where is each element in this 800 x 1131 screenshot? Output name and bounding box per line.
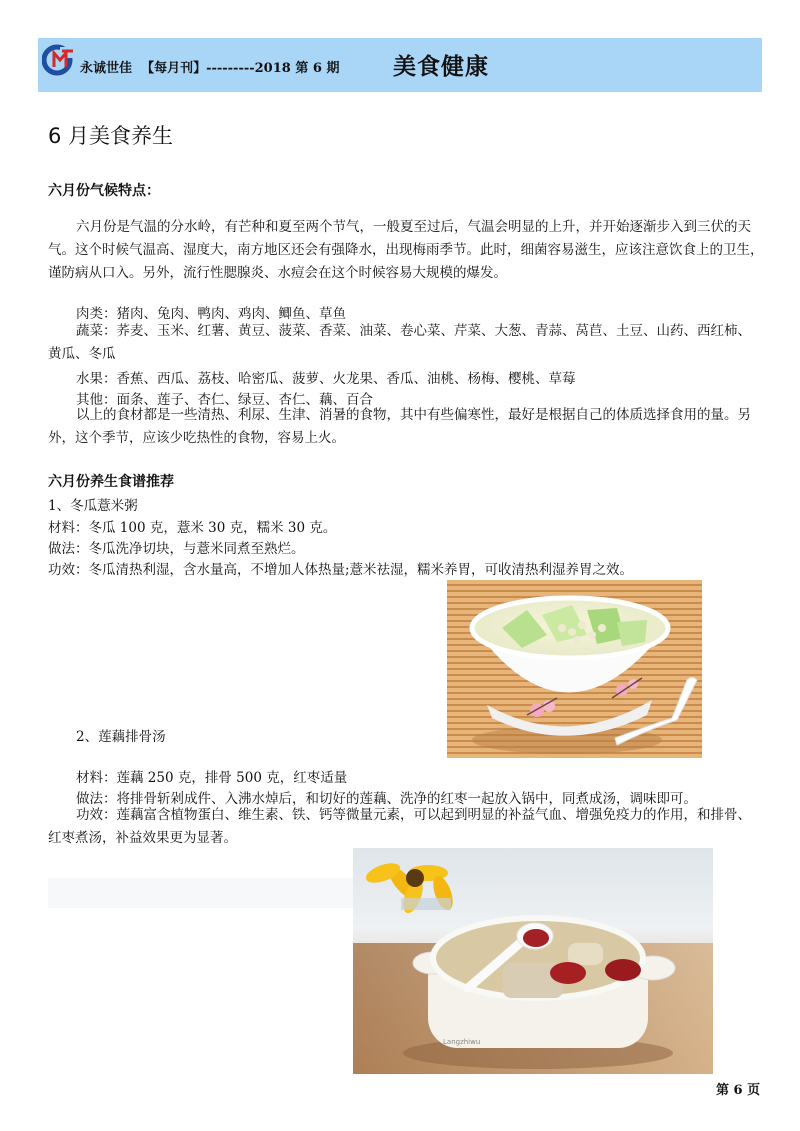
photo-watermark: Langzhiwu	[443, 1038, 481, 1046]
page-header	[38, 38, 762, 92]
food-meat: 肉类：猪肉、兔肉、鸭肉、鸡肉、鲫鱼、草鱼	[76, 306, 346, 322]
recipe1-effect: 功效：冬瓜清热利湿，含水量高，不增加人体热量;薏米祛湿，糯米养胃，可收清热利湿养胃之效。	[48, 562, 634, 578]
decorative-band	[48, 878, 353, 908]
company-name: 永诚世佳	[80, 61, 133, 76]
recipe2-method: 做法：将排骨斩剁成件、入沸水焯后，和切好的莲藕、洗净的红枣一起放入锅中，同煮成汤，调味即可。	[76, 791, 697, 807]
header-meta	[80, 57, 339, 76]
company-logo-icon	[42, 43, 76, 77]
page-number: 第 6 页	[716, 1083, 761, 1098]
food-note: 以上的食材都是一些清热、利尿、生津、消暑的食物，其中有些偏寒性，最好是根据自己的体质选择食用的量。另外，这个季节，应该少吃热性的食物，容易上火。	[48, 407, 751, 446]
food-vegetables: 蔬菜：荞麦、玉米、红薯、黄豆、菠菜、香菜、油菜、卷心菜、芹菜、大葱、青蒜、莴苣、土豆、山药、西红柿、黄瓜、冬瓜	[48, 323, 751, 362]
food-other: 其他：面条、莲子、杏仁、绿豆、杏仁、藕、百合	[76, 392, 373, 408]
recipe1-title: 1、冬瓜薏米粥	[48, 498, 138, 514]
recipe2-materials: 材料：莲藕 250 克，排骨 500 克，红枣适量	[76, 770, 348, 786]
recipes-heading: 六月份养生食谱推荐	[48, 474, 174, 490]
recipe1-method: 做法：冬瓜洗净切块，与薏米同煮至熟烂。	[48, 541, 305, 557]
climate-heading: 六月份气候特点：	[48, 183, 160, 199]
publication-issue: 【每月刊】---------2018 第 6 期	[141, 61, 340, 76]
page-title: 6 月美食养生	[48, 124, 174, 148]
food-fruit: 水果：香蕉、西瓜、荔枝、哈密瓜、菠萝、火龙果、香瓜、油桃、杨梅、樱桃、草莓	[76, 371, 576, 387]
recipe2-title: 2、莲藕排骨汤	[76, 729, 166, 745]
section-title: 美食健康	[393, 54, 489, 80]
recipe1-materials: 材料：冬瓜 100 克，薏米 30 克，糯米 30 克。	[48, 520, 337, 536]
recipe2-effect: 功效：莲藕富含植物蛋白、维生素、铁、钙等微量元素，可以起到明显的补益气血、增强免疫力的作用，和排骨、红枣煮汤，补益效果更为显著。	[48, 807, 751, 846]
winter-melon-porridge-photo	[447, 580, 702, 758]
climate-paragraph: 六月份是气温的分水岭，有芒种和夏至两个节气，一般夏至过后，气温会明显的上升，并开始逐渐步入到三伏的天气。这个时候气温高、湿度大，南方地区还会有强降水，出现梅雨季节。此时，细菌容易滋生，应该注意饮食上的卫生，谨防病从口入。另外，流行性腮腺炎、水痘会在这个时候容易大规模的爆发。	[48, 219, 764, 281]
lotus-root-rib-soup-photo	[353, 848, 713, 1074]
